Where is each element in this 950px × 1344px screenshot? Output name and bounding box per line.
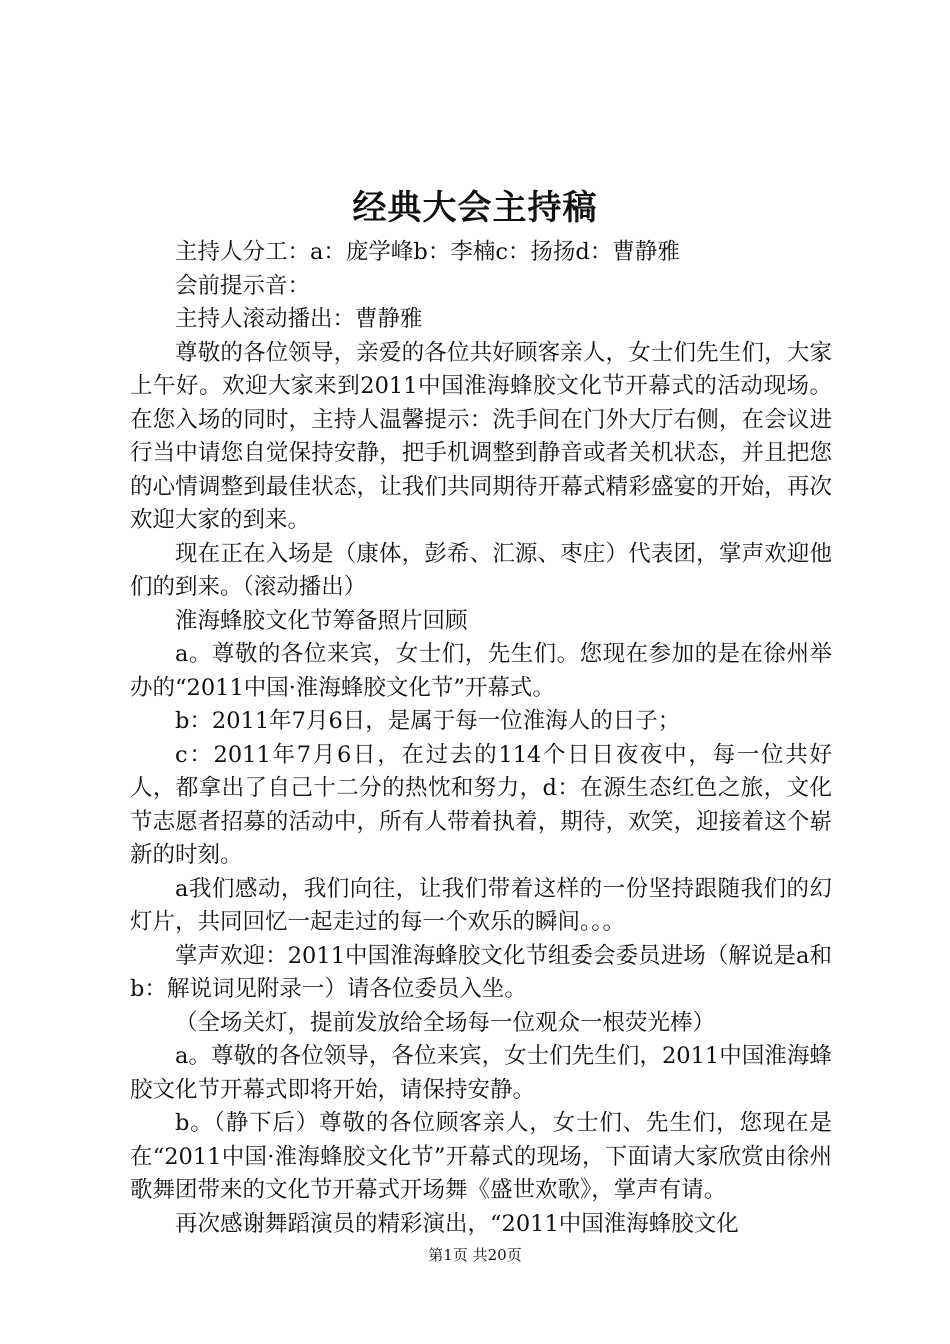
paragraph: 淮海蜂胶文化节筹备照片回顾	[175, 607, 468, 634]
document-title: 经典大会主持稿	[352, 188, 598, 228]
paragraph: c：2011年7月6日，在过去的114个日日夜夜中，每一位共好人，都拿出了自己十二分的热忱和努力，d：在源生态红色之旅，文化节志愿者招募的活动中，所有人带着执着，期待，欢笑，迎接着这个崭新的时刻。	[130, 741, 832, 868]
paragraph: b。（静下后）尊敬的各位顾客亲人，女士们、先生们，您现在是在“2011中国·淮海蜂胶文化节”开幕式的现场，下面请大家欣赏由徐州歌舞团带来的文化节开幕式开场舞《盛世欢歌》，掌声有请。	[130, 1110, 832, 1203]
paragraph: 再次感谢舞蹈演员的精彩演出，“2011中国淮海蜂胶文化	[175, 1210, 739, 1237]
paragraph: 主持人滚动播出：曹静雅	[175, 306, 423, 332]
document-body	[130, 236, 832, 1241]
paragraph: b：2011年7月6日，是属于每一位淮海人的日子；	[175, 708, 681, 734]
page-footer: 第1页 共20页	[428, 1246, 522, 1264]
paragraph: a。尊敬的各位领导，各位来宾，女士们先生们，2011中国淮海蜂胶文化节开幕式即将开始，请保持安静。	[130, 1043, 832, 1103]
paragraph: 尊敬的各位领导，亲爱的各位共好顾客亲人，女士们先生们，大家上午好。欢迎大家来到2011中国淮海蜂胶文化节开幕式的活动现场。在您入场的同时，主持人温馨提示：洗手间在门外大厅右侧，在会议进行当中请您自觉保持安静，把手机调整到静音或者关机状态，并且把您的心情调整到最佳状态，让我们共同期待开幕式精彩盛宴的开始，再次欢迎大家的到来。	[130, 339, 832, 533]
paragraph: （全场关灯，提前发放给全场每一位观众一根荧光棒）	[175, 1009, 716, 1036]
paragraph: 主持人分工：a：庞学峰b：李楠c：扬扬d：曹静雅	[175, 239, 680, 265]
paragraph: 会前提示音：	[175, 272, 311, 299]
paragraph: 掌声欢迎：2011中国淮海蜂胶文化节组委会委员进场（解说是a和b：解说词见附录一）请各位委员入坐。	[130, 942, 832, 1002]
paragraph: a。尊敬的各位来宾，女士们，先生们。您现在参加的是在徐州举办的“2011中国·淮海蜂胶文化节”开幕式。	[130, 641, 832, 701]
paragraph: 现在正在入场是（康体，彭希、汇源、枣庄）代表团，掌声欢迎他们的到来。（滚动播出）	[130, 540, 832, 600]
paragraph: a我们感动，我们向往，让我们带着这样的一份坚持跟随我们的幻灯片，共同回忆一起走过的每一个欢乐的瞬间。。。	[130, 875, 832, 935]
